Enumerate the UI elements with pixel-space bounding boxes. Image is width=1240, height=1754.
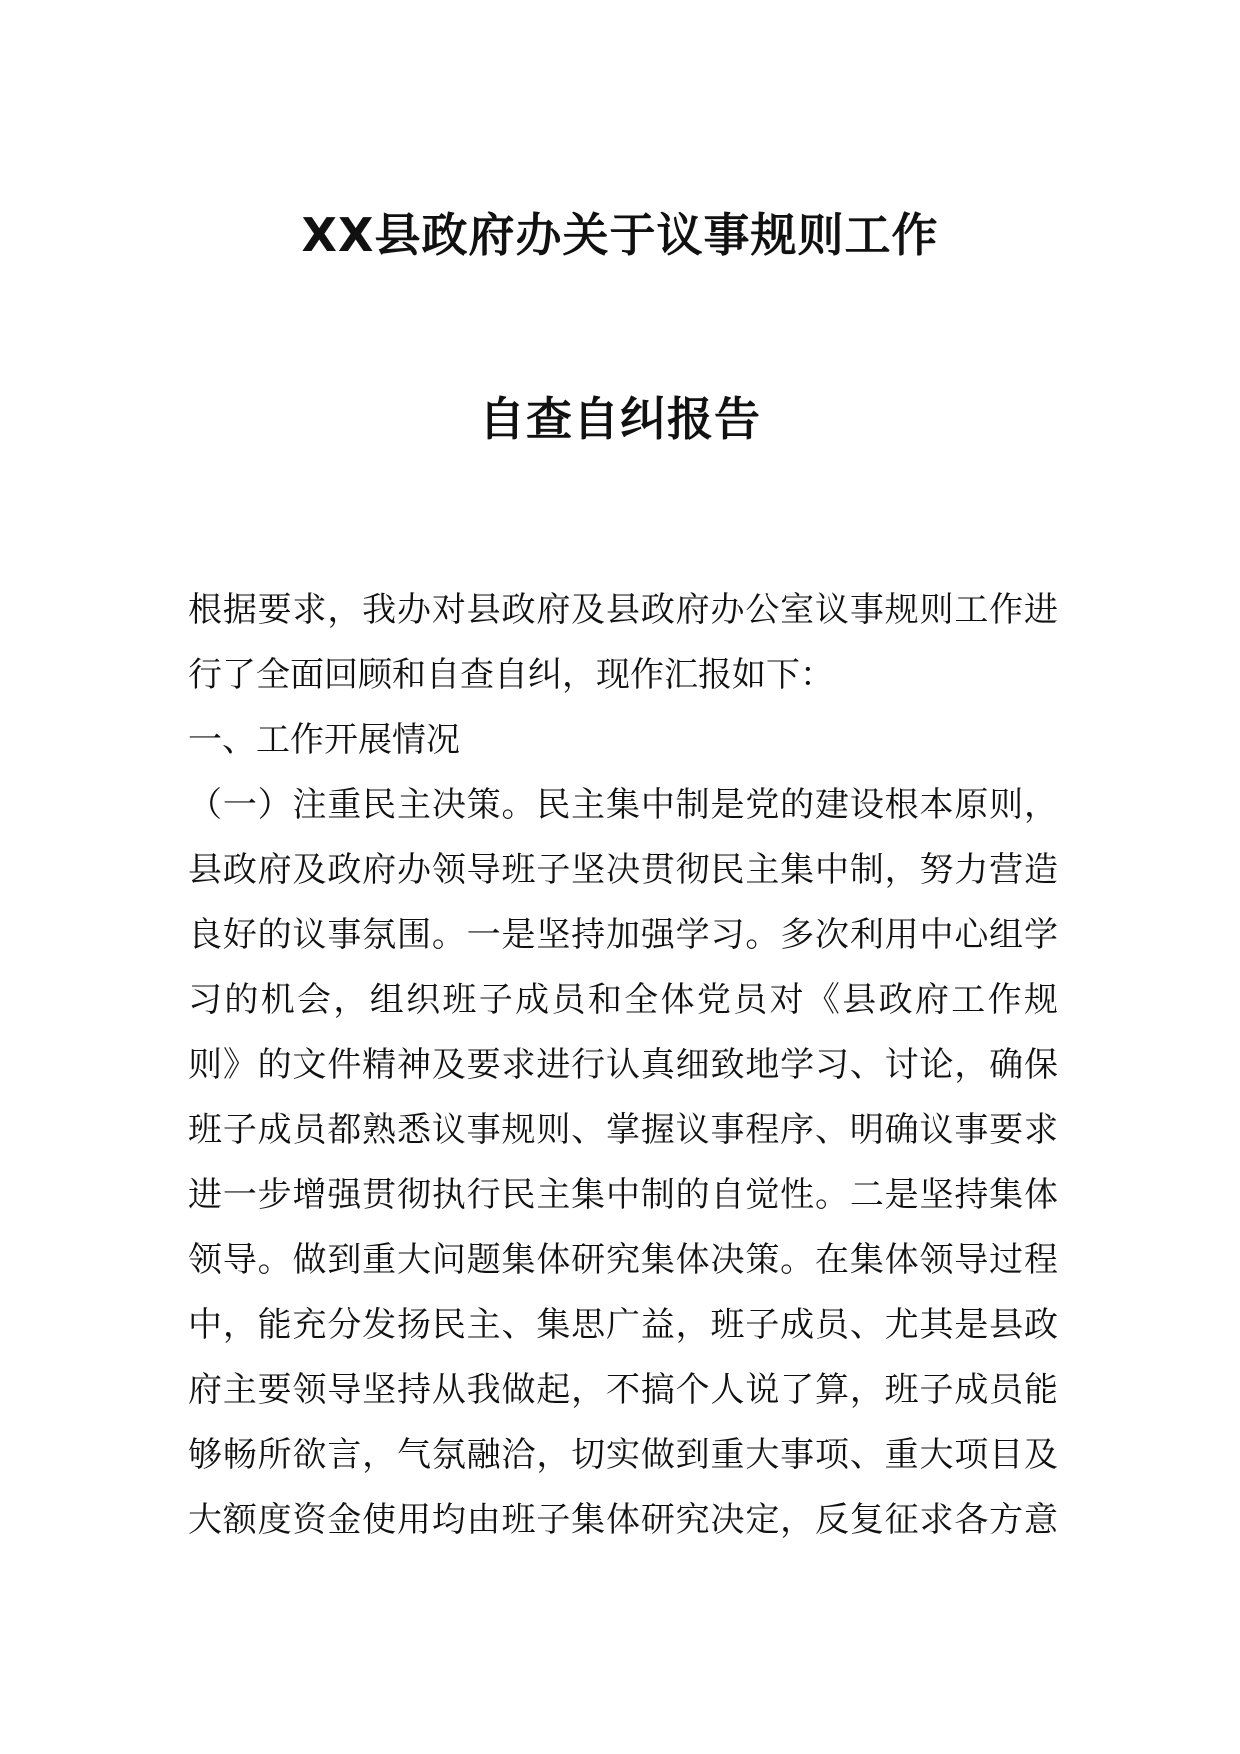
document-title-line-1: XX县政府办关于议事规则工作 <box>301 208 939 262</box>
body-line: 行了全面回顾和自查自纠，现作汇报如下： <box>188 655 834 695</box>
body-line: 班子成员都熟悉议事规则、掌握议事程序、明确议事要求 <box>188 1110 1058 1150</box>
body-line: 则》的文件精神及要求进行认真细致地学习、讨论，确保 <box>188 1045 1058 1085</box>
body-line: 习的机会，组织班子成员和全体党员对《县政府工作规 <box>188 980 1058 1020</box>
document-title-line-2: 自查自纠报告 <box>479 392 761 446</box>
body-line: 府主要领导坚持从我做起，不搞个人说了算，班子成员能 <box>188 1370 1058 1410</box>
body-line: 良好的议事氛围。一是坚持加强学习。多次利用中心组学 <box>188 915 1058 955</box>
body-line: （一）注重民主决策。民主集中制是党的建设根本原则， <box>188 785 1058 825</box>
body-line: 够畅所欲言，气氛融洽，切实做到重大事项、重大项目及 <box>188 1435 1058 1475</box>
body-line: 进一步增强贯彻执行民主集中制的自觉性。二是坚持集体 <box>188 1175 1058 1215</box>
body-line: 县政府及政府办领导班子坚决贯彻民主集中制，努力营造 <box>188 850 1058 890</box>
document-body <box>188 578 1058 1553</box>
section-heading: 一、工作开展情况 <box>188 720 460 760</box>
body-line: 领导。做到重大问题集体研究集体决策。在集体领导过程 <box>188 1240 1058 1280</box>
body-line: 中，能充分发扬民主、集思广益，班子成员、尤其是县政 <box>188 1305 1058 1345</box>
body-line: 大额度资金使用均由班子集体研究决定，反复征求各方意 <box>188 1500 1058 1540</box>
body-line: 根据要求，我办对县政府及县政府办公室议事规则工作进 <box>188 590 1058 630</box>
